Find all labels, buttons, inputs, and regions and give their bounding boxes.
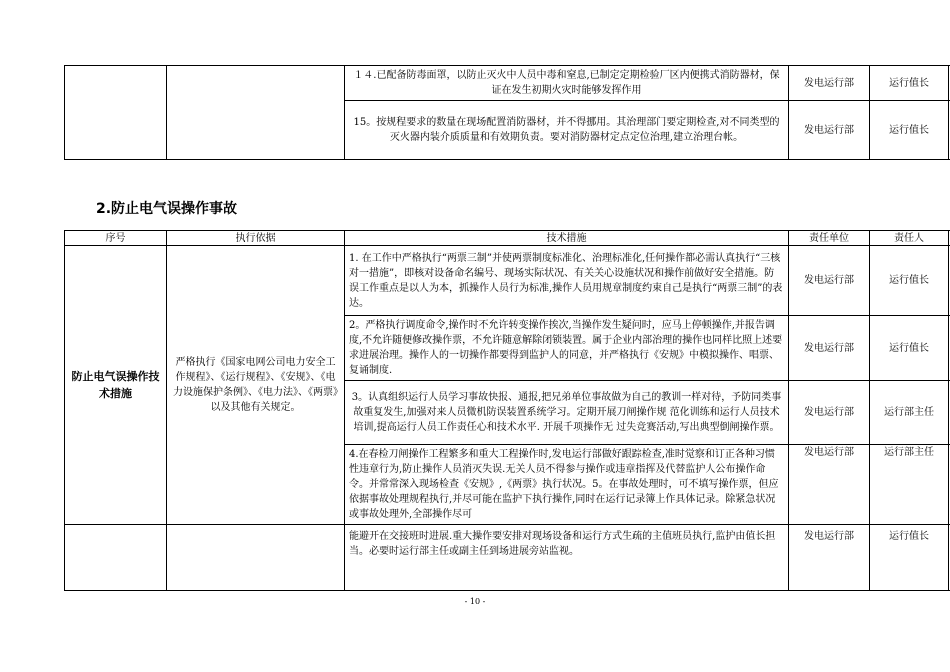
header-unit: 责任单位 [789, 231, 870, 246]
main-table [64, 230, 950, 591]
person-cell: 运行部主任 [870, 445, 949, 525]
person-cell: 运行值长 [870, 101, 949, 160]
seq-cell [65, 66, 167, 160]
measure-cell: 2。严格执行调度命令,操作时不允许转变操作挨次,当操作发生疑问时，应马上停顿操作,并报告调度,不允许随便修改操作票，不允许随意解除闭锁装置。属于企业内部治理的操作也同样比照上述要求进展治理。操作人的一切操作都要得到监护人的同意，并严格执行《安规》中模拟操作、唱票、复诵制度. [345, 316, 789, 381]
header-person: 责任人 [870, 231, 949, 246]
unit-cell: 发电运行部 [789, 316, 870, 381]
seq-cell [65, 525, 167, 591]
basis-cell [167, 66, 345, 160]
seq-label: 防止电气误操作技术措施 [65, 246, 167, 525]
unit-cell: 发电运行部 [789, 66, 870, 101]
measure-cell: １４.已配备防毒面罩，以防止灭火中人员中毒和窒息,已制定定期检验厂区内便携式消防器材，保证在发生初期火灾时能够发挥作用 [345, 66, 789, 101]
top-table [64, 65, 950, 160]
measure-cell: 15。按规程要求的数量在现场配置消防器材，并不得挪用。其治理部门要定期检查,对不同类型的灭火器内装介质质量和有效期负责。要对消防器材定点定位治理,建立治理台帐。 [345, 101, 789, 160]
table-header-row [65, 231, 950, 246]
person-cell: 运行值长 [870, 246, 949, 316]
basis-text: 严格执行《国家电网公司电力安全工作规程》、《运行规程》、《安规》、《电力设施保护条例》、《电力法》、《两票》以及其他有关规定。 [167, 246, 345, 525]
section-heading: 2.防止电气误操作事故 [96, 201, 238, 217]
page-number: - 10 - [464, 597, 486, 606]
unit-cell: 发电运行部 [789, 246, 870, 316]
person-cell: 运行值长 [870, 525, 949, 591]
measure-cell: 1. 在工作中严格执行“两票三制”并使两票制度标准化、治理标准化,任何操作都必需认真执行“三核对一措施”，即核对设备命名编号、现场实际状况、有关关心设施状况和操作前做好安全措施。防误工作重点是以人为本，抓操作人员行为标准,操作人员用规章制度约束自己是执行“两票三制”的表达。 [345, 246, 789, 316]
table-row [65, 246, 950, 316]
unit-cell: 发电运行部 [789, 381, 870, 445]
table-row [65, 66, 950, 101]
table-row [65, 525, 950, 591]
person-cell: 运行值长 [870, 316, 949, 381]
unit-cell: 发电运行部 [789, 101, 870, 160]
basis-cell [167, 525, 345, 591]
header-seq: 序号 [65, 231, 167, 246]
header-basis: 执行依据 [167, 231, 345, 246]
header-measures: 技术措施 [345, 231, 789, 246]
person-cell: 运行值长 [870, 66, 949, 101]
measure-cell: 3。认真组织运行人员学习事故快报、通报,把兄弟单位事故做为自己的教训一样对待，予防同类事故重复发生,加强对来人员微机防误装置系统学习。定期开展刀闸操作规 范化训练和运行人员技术培训,提高运行人员工作责任心和技术水平. 开展千项操作无 过失竞赛活动,写出典型倒闸操作票。 [345, 381, 789, 445]
unit-cell: 发电运行部 [789, 525, 870, 591]
measure-cell: 能避开在交接班时进展.重大操作要安排对现场设备和运行方式生疏的主值班员执行,监护由值长担当。必要时运行部主任或副主任到场进展旁站监视。 [345, 525, 789, 591]
person-cell: 运行部主任 [870, 381, 949, 445]
measure-cell: 4.在春检刀闸操作工程繁多和重大工程操作时,发电运行部做好跟踪检查,准时觉察和订正各种习惯性违章行为,防止操作人员消灭失误.无关人员不得参与操作或违章指挥及代替监护人公布操作命令。并常常深入现场检查《安规》,《两票》执行状况。5。在事故处理时，可不填写操作票，但应依据事故处理规程执行,并尽可能在监护下执行操作,同时在运行记录簿上作具体记录。除紧急状况或事故处理外,全部操作尽可 [345, 445, 789, 525]
unit-cell: 发电运行部 [789, 445, 870, 525]
